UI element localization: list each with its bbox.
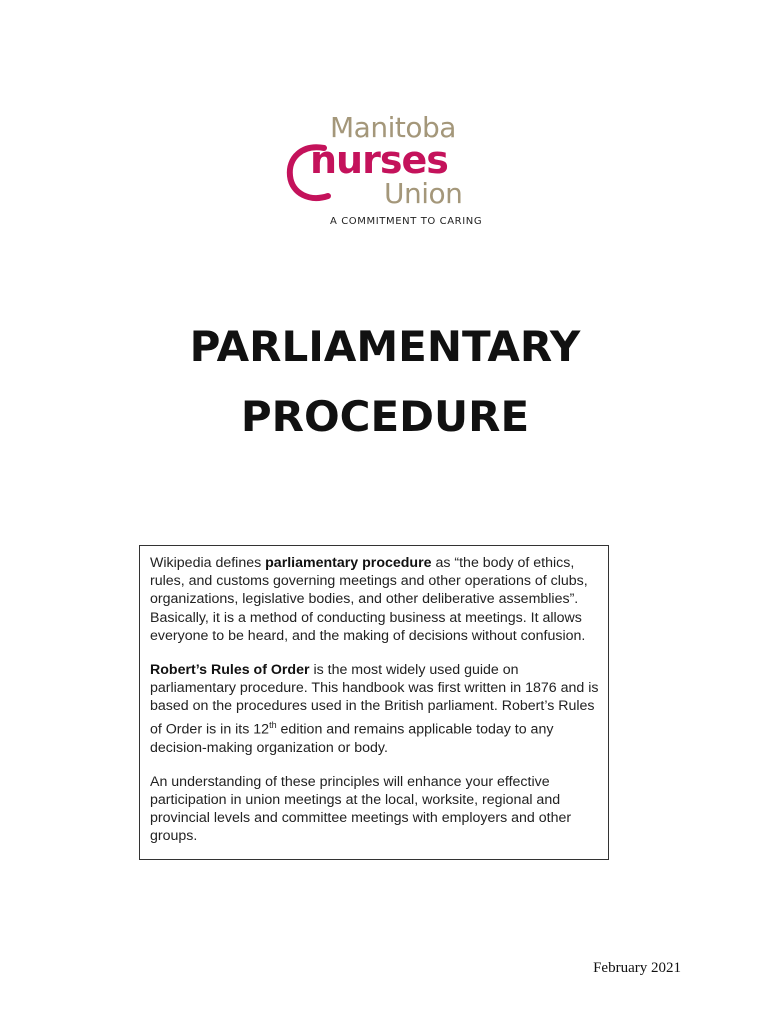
- p2-rest-2: edition and remains applicable today to any decision-making organization or body.: [150, 721, 554, 756]
- p1-bold-term: parliamentary procedure: [265, 555, 432, 571]
- p1-lead: Wikipedia defines: [150, 555, 266, 571]
- document-title: [0, 312, 770, 452]
- logo-text-manitoba: Manitoba: [330, 111, 456, 144]
- intro-text-box: [139, 545, 609, 860]
- logo-tagline: A COMMITMENT TO CARING: [330, 216, 483, 227]
- p2-rest-1: is the most widely used guide on parliamentary procedure. This handbook was first written in 1876 and is based on the procedures used in the British parliament. Robert’s Rules of Order is in its 12: [150, 662, 599, 738]
- p2-superscript: th: [269, 719, 277, 730]
- intro-paragraph-1: [150, 554, 599, 645]
- p1-rest: as “the body of ethics, rules, and customs governing meetings and other operations of clubs, organizations, legislative bodies, and other deliberative assemblies”. Basically, it is a method of conducting business at meetings. It allows everyone to be heard, and the making of decisions without confusion.: [150, 555, 588, 644]
- intro-paragraph-2: [150, 661, 599, 757]
- intro-paragraph-3: An understanding of these principles will enhance your effective participation in union meetings at the local, worksite, regional and provincial levels and committee meetings with employers and other groups.: [150, 773, 572, 845]
- p2-bold-term: Robert’s Rules of Order: [150, 662, 310, 679]
- manitoba-nurses-union-logo: [282, 112, 482, 232]
- title-line-1: PARLIAMENTARY: [189, 322, 581, 371]
- logo-text-union: Union: [384, 177, 463, 210]
- document-date: February 2021: [593, 960, 681, 976]
- logo-text-nurses: nurses: [310, 138, 448, 182]
- title-line-2: PROCEDURE: [240, 392, 530, 441]
